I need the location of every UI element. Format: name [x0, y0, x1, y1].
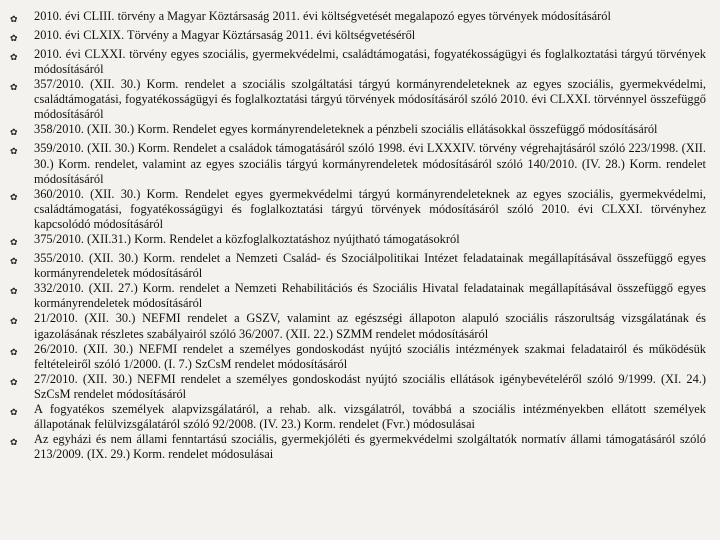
list-item-text: 2010. évi CLXXI. törvény egyes szociális, gyermekvédelmi, családtámogatási, fogyatékosságügyi és foglalkoztatási tárgyú törvények módosításáról — [34, 47, 706, 77]
list-item — [10, 77, 706, 122]
list-item — [10, 281, 706, 311]
list-item-text: 357/2010. (XII. 30.) Korm. rendelet a szociális szolgáltatási tárgyú kormányrendeleteknek az egyes szociális, gyermekvédelmi, családtámogatási, fogyatékosságügyi és foglalkoztatási tárgyú törvények módosításáról szóló 2010. évi CLXXI. törvénnyel összefüggő módosításáról — [34, 77, 706, 122]
bullet-icon: ✿ — [10, 316, 18, 327]
law-list — [10, 9, 706, 462]
list-item — [10, 432, 706, 462]
list-item-text: 332/2010. (XII. 27.) Korm. rendelet a Nemzeti Rehabilitációs és Szociális Hivatal feladatainak megállapításával összefüggő egyes kormányrendeletek módosításáról — [34, 281, 706, 311]
bullet-icon: ✿ — [10, 127, 18, 138]
list-item-text: 2010. évi CLIII. törvény a Magyar Köztársaság 2011. évi költségvetését megalapozó egyes törvények módosításáról — [34, 9, 611, 23]
list-item-text: 358/2010. (XII. 30.) Korm. Rendelet egyes kormányrendeleteknek a pénzbeli szociális ellátásokkal összefüggő módosításáról — [34, 122, 658, 137]
list-item-text: 21/2010. (XII. 30.) NEFMI rendelet a GSZV, valamint az egészségi állapoton alapuló szociális rászorultság vizsgálatának és igazolásának részletes szabályairól szóló 36/2007. (XII. 22.) SZMM rendelet módosításáról — [34, 311, 706, 341]
bullet-icon: ✿ — [10, 256, 18, 267]
list-item — [10, 372, 706, 402]
bullet-icon: ✿ — [10, 52, 18, 62]
list-item — [10, 402, 706, 432]
list-item-text: 27/2010. (XII. 30.) NEFMI rendelet a személyes gondoskodást nyújtó szociális ellátások igénybevételéről szóló 9/1999. (XI. 24.) SzCsM rendelet módosításáról — [34, 371, 706, 401]
bullet-icon: ✿ — [10, 286, 18, 297]
bullet-icon: ✿ — [10, 33, 18, 43]
list-item-text: 2010. évi CLXIX. Törvény a Magyar Köztársaság 2011. évi költségvetéséről — [34, 28, 416, 42]
bullet-icon: ✿ — [10, 437, 18, 448]
list-item — [10, 28, 706, 47]
list-item — [10, 122, 706, 141]
bullet-icon: ✿ — [10, 406, 18, 417]
list-item — [10, 141, 706, 186]
bullet-icon: ✿ — [10, 376, 18, 387]
bullet-icon: ✿ — [10, 346, 18, 357]
list-item — [10, 187, 706, 232]
bullet-icon: ✿ — [10, 146, 18, 157]
bullet-icon: ✿ — [10, 191, 18, 202]
list-item — [10, 9, 706, 28]
bullet-icon: ✿ — [10, 14, 18, 24]
list-item — [10, 251, 706, 281]
bullet-icon: ✿ — [10, 237, 18, 248]
list-item — [10, 342, 706, 372]
list-item-text: 359/2010. (XII. 30.) Korm. Rendelet a családok támogatásáról szóló 1998. évi LXXXIV. törvény végrehajtásáról szóló 223/1998. (XII. 30.) Korm. rendelet, valamint az egyes szociális tárgyú kormányrendeletek módosításáról szóló 140/2010. (IV. 28.) Korm. rendelet módosításáról — [34, 141, 706, 186]
list-item-text: A fogyatékos személyek alapvizsgálatáról, a rehab. alk. vizsgálatról, továbbá a szociális intézményekben ellátott személyek állapotának felülvizsgálatáról szóló 92/2008. (IV. 23.) Korm. rendelet (Fvr.) módosulásai — [34, 401, 706, 432]
list-item-text: 355/2010. (XII. 30.) Korm. rendelet a Nemzeti Család- és Szociálpolitikai Intézet feladatainak megállapításával összefüggő egyes kormányrendeletek módosításáról — [34, 251, 706, 281]
list-item — [10, 311, 706, 341]
list-item — [10, 47, 706, 77]
list-item — [10, 232, 706, 251]
list-item-text: 26/2010. (XII. 30.) NEFMI rendelet a személyes gondoskodást nyújtó szociális intézmények szakmai feladatairól és működésük feltételeiről szóló 1/2000. (I. 7.) SzCsM rendelet módosításáról — [34, 341, 706, 371]
list-item-text: Az egyházi és nem állami fenntartású szociális, gyermekjóléti és gyermekvédelmi szolgáltatók normatív állami támogatásáról szóló 213/2009. (IX. 29.) Korm. rendelet módosulásai — [34, 432, 706, 462]
list-item-text: 375/2010. (XII.31.) Korm. Rendelet a közfoglalkoztatáshoz nyújtható támogatásokról — [34, 232, 460, 247]
list-item-text: 360/2010. (XII. 30.) Korm. Rendelet egyes gyermekvédelmi tárgyú kormányrendeleteknek az egyes szociális, gyermekvédelmi, családtámogatási, fogyatékosságügyi és foglalkoztatási tárgyú törvények módosításáról szóló 2010. évi CLXXI. törvényhez kapcsolódó módosításáról — [34, 186, 706, 231]
bullet-icon: ✿ — [10, 82, 18, 93]
